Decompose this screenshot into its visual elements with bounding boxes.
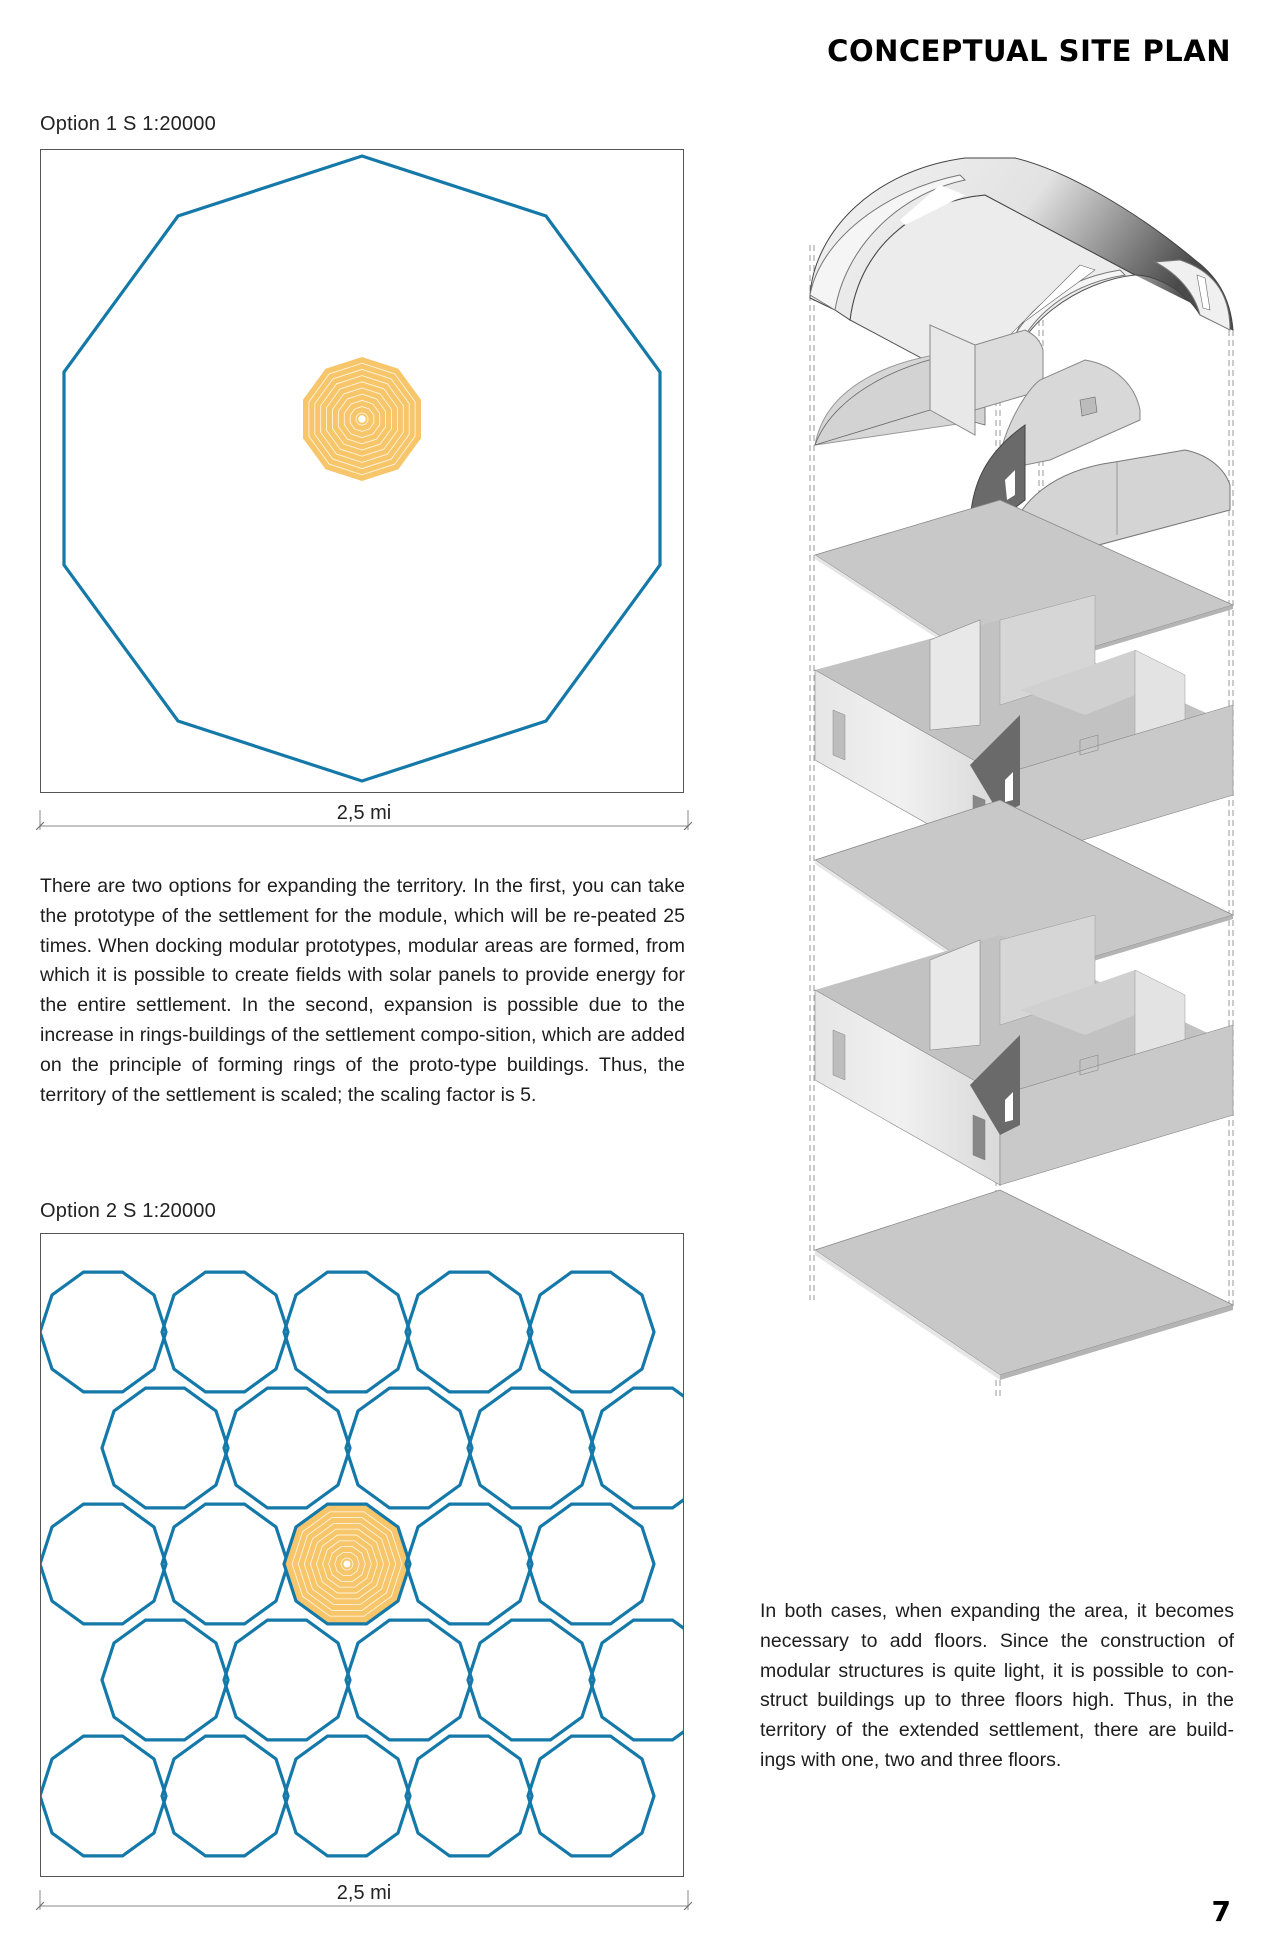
module-outline [224,1620,350,1740]
module-outline [41,1272,166,1392]
module-outline [346,1388,472,1508]
module-outline [41,1504,166,1624]
module-outline [528,1272,654,1392]
option2-plan [40,1233,684,1877]
module-outline [284,1736,410,1856]
option2-caption: Option 2 S 1:20000 [40,1200,216,1222]
module-outline [406,1272,532,1392]
module-outline [528,1504,654,1624]
module-outline [102,1388,228,1508]
option1-dimension [36,800,692,830]
prototype-module-highlighted [284,1504,410,1624]
paragraph-adding-floors: In both cases, when expanding the area, it becomes necessary to add floors. Since the construction of modular structures is quite light, it is possible to con-struct buildings up to three floors high. Thus, in the territory of the extended settlement, there are build-ings with one, two and three floors. [760,1600,1234,1771]
ground-slab [815,1190,1233,1375]
option1-dimension-label: 2,5 mi [336,802,392,824]
option1-plan-drawing [41,150,683,792]
page-number: 7 [1211,1895,1231,1928]
paragraph-expansion-options: There are two options for expanding the territory. In the first, you can take the prototype of the settlement for the module, which will be re-peated 25 times. When docking modular prototypes, modular areas are formed, from which it is possible to create fields with solar panels to provide energy for the entire settlement. In the second, expansion is possible due to the increase in rings-buildings of the settlement compo-sition, which are added on the principle of forming rings of the proto-type buildings. Thus, the territory of the settlement is scaled; the scaling factor is 5. [40,875,685,1106]
module-outline [468,1620,594,1740]
module-outline [41,1736,166,1856]
module-outline [406,1504,532,1624]
option2-dimension-label: 2,5 mi [336,1882,392,1904]
module-outline [224,1388,350,1508]
module-outline [528,1736,654,1856]
module-outline [406,1736,532,1856]
page-title: CONCEPTUAL SITE PLAN [827,34,1231,68]
prototype-module [303,357,421,481]
first-floor-walls [815,915,1233,1185]
module-outline [284,1272,410,1392]
module-outline [590,1620,683,1740]
module-outline [102,1620,228,1740]
exploded-axonometric-diagram [805,150,1245,1540]
module-outline [346,1620,472,1740]
module-outline [162,1736,288,1856]
option2-module-grid [41,1234,683,1876]
module-outline [590,1388,683,1508]
option1-caption: Option 1 S 1:20000 [40,113,216,135]
module-outline [468,1388,594,1508]
module-outline [162,1272,288,1392]
option1-plan [40,149,684,793]
module-outline [162,1504,288,1624]
option2-dimension [36,1880,692,1910]
